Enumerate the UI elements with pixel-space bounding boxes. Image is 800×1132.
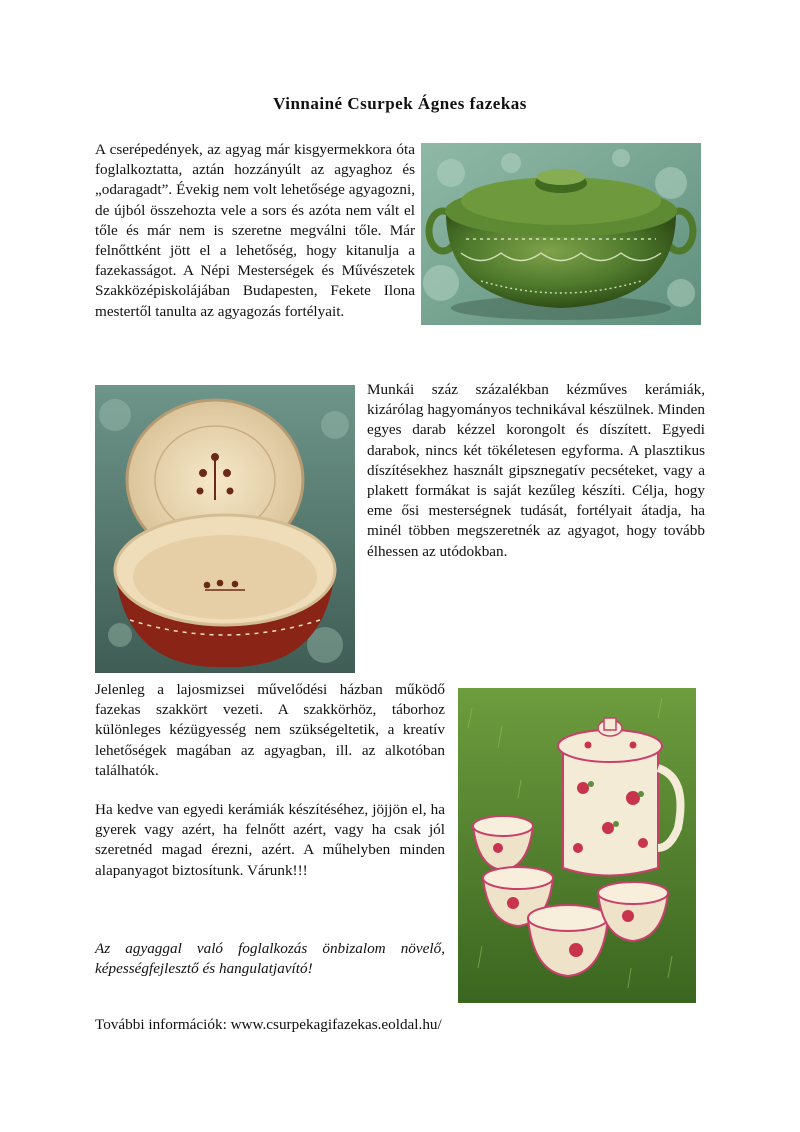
- page-title: Vinnainé Csurpek Ágnes fazekas: [273, 94, 527, 113]
- tea-set-photo: [458, 688, 696, 1003]
- green-pot-photo: [421, 143, 701, 325]
- workshop-paragraph: Jelenleg a lajosmizsei művelődési házban működő fazekas szakkört vezeti. A szakkörhöz, táborhoz különleges kézügyesség nem szükségeltetik, a kreatív lehetőségek magában az agyagban, ill. az alkotóban találhatók.: [95, 681, 445, 779]
- intro-paragraph: A cserépedények, az agyag már kisgyermekkora óta foglalkoztatta, aztán hozzányúlt az agyaghoz és „odaragadt”. Évekig nem volt lehetősége agyagozni, de újból összehozta vele a sors és azóta nem vált el tőle és már nem is szeretne megválni tőle. Már felnőttként jött el a lehetőség, hogy kitanulja a fazekasságot. A Népi Mesterségek és Művészetek Szakközépiskolájában Budapesten, Fekete Ilona mestertől tanulta az agyagozás fortélyait.: [95, 141, 415, 320]
- motto-paragraph: Az agyaggal való foglalkozás önbizalom növelő, képességfejlesztő és hangulatjavító!: [95, 940, 445, 978]
- footer-info: További információk: www.csurpekagifazekas.eoldal.hu/: [95, 1016, 442, 1033]
- invitation-paragraph: Ha kedve van egyedi kerámiák készítéséhez, jöjjön el, ha gyerek vagy azért, ha felnőtt azért, vagy ha csak jól szeretnéd magad érezni, azért. A műhelyben minden alapanyagot biztosítunk. Várunk!!!: [95, 801, 445, 879]
- bowls-photo: [95, 385, 355, 673]
- work-paragraph: Munkái száz százalékban kézműves kerámiák, kizárólag hagyományos technikával készülnek. Minden egyes darab kézzel korongolt és díszített. Egyedi darabok, nincs két tökéletesen egyforma. A plasztikus díszítésekhez használt gipsznegatív pecséteket, vagy a plakett formákat is saját kezűleg készíti. Célja, hogy eme ősi mesterségnek tudását, fortélyait átadja, ha minél többen megszeretnék az agyagot, hogy tovább élhessen az utódokban.: [367, 381, 705, 560]
